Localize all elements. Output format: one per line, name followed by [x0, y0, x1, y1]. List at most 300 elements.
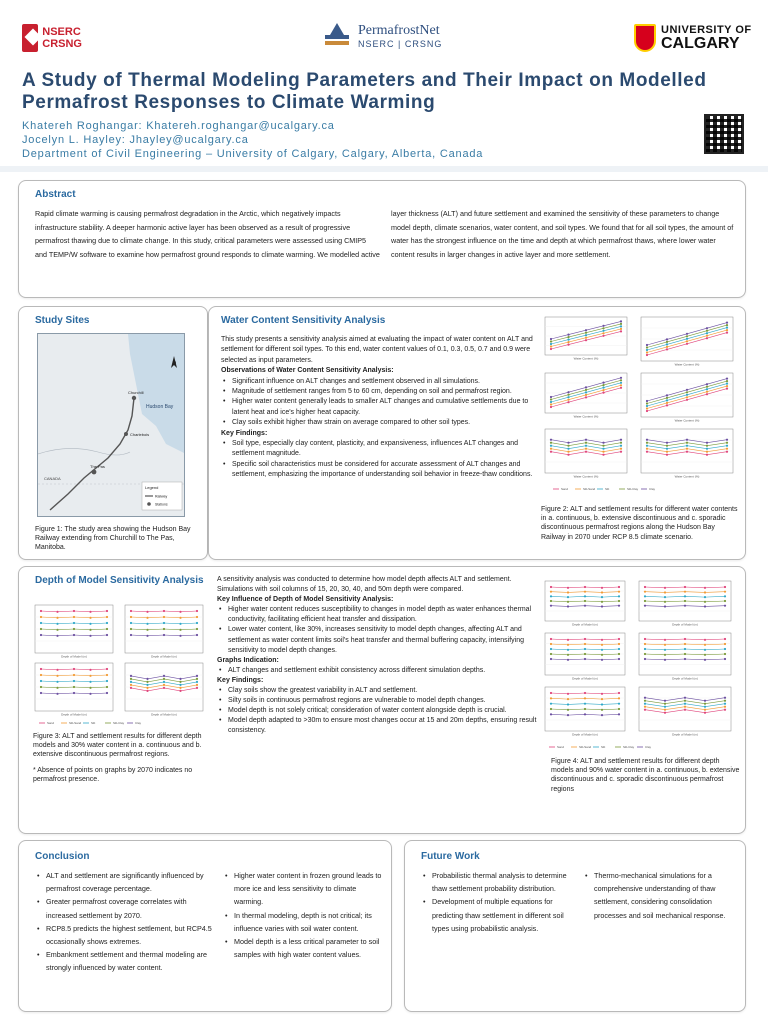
abstract-heading: Abstract [35, 189, 76, 200]
data-point [550, 586, 552, 588]
study-sites-heading: Study Sites [35, 315, 90, 326]
list-item: • Higher water content generally leads to smaller ALT changes and cumulative settlements due to latent heat and ice's higher heat capacity. [221, 397, 533, 418]
data-point [146, 629, 148, 631]
axis-label: Depth of Model (m) [151, 712, 177, 717]
data-point [550, 348, 552, 350]
conclusion-card [18, 840, 392, 1012]
data-point [584, 591, 586, 593]
axis-label: Water Content (%) [674, 362, 700, 367]
legend-label: Silt [605, 487, 610, 491]
depth-key-list [217, 686, 537, 736]
list-item: • Probabilistic thermal analysis to determine thaw settlement probability distribution. [421, 869, 577, 895]
data-point [73, 674, 75, 676]
depth-sensitivity-card [18, 566, 746, 834]
data-point [40, 622, 42, 624]
data-point [56, 693, 58, 695]
data-point [567, 709, 569, 711]
data-point [602, 325, 604, 327]
data-point [567, 654, 569, 656]
data-point [73, 628, 75, 630]
data-point [585, 339, 587, 341]
figure3-note: * Absence of points on graphs by 2070 indicates no permafrost presence. [33, 766, 193, 783]
data-point [644, 586, 646, 588]
data-point [550, 638, 552, 640]
data-point [146, 635, 148, 637]
data-point [726, 378, 728, 380]
data-point [684, 586, 686, 588]
data-point [684, 653, 686, 655]
data-point [40, 680, 42, 682]
data-point [163, 684, 165, 686]
data-point [550, 595, 552, 597]
list-item: • Significant influence on ALT changes and settlement observed in all simulations. [221, 377, 533, 387]
data-point [56, 623, 58, 625]
data-point [585, 329, 587, 331]
data-point [602, 392, 604, 394]
data-point [664, 712, 666, 714]
data-point [618, 605, 620, 607]
axis-label: Depth of Model (m) [61, 712, 87, 717]
data-point [146, 623, 148, 625]
data-point [584, 713, 586, 715]
data-point [567, 401, 569, 403]
data-point [726, 388, 728, 390]
data-point [585, 391, 587, 393]
data-point [644, 638, 646, 640]
data-point [686, 343, 688, 345]
data-point [644, 709, 646, 711]
data-point [726, 327, 728, 329]
data-point [726, 451, 728, 453]
data-point [146, 617, 148, 619]
list-item: • Specific soil characteristics must be considered for accurate assessment of ALT changes and settlement, emphasizing the importance of understanding soil behavior in freeze-thaw conditions. [221, 460, 533, 481]
data-point [704, 700, 706, 702]
data-point [601, 596, 603, 598]
data-point [550, 396, 552, 398]
data-point [706, 454, 708, 456]
data-point [89, 635, 91, 637]
data-point [550, 401, 552, 403]
data-point [602, 330, 604, 332]
list-item: • Silty soils in continuous permafrost regions are vulnerable to model depth changes. [217, 696, 537, 706]
data-point [620, 439, 622, 441]
water-key-heading: Key Findings: [221, 429, 268, 437]
data-point [686, 391, 688, 393]
axis-label: Depth of Model (m) [672, 732, 698, 737]
data-point [550, 406, 552, 408]
data-point [130, 687, 132, 689]
data-point [196, 622, 198, 624]
future-work-card [404, 840, 746, 1012]
data-point [686, 396, 688, 398]
data-point [686, 333, 688, 335]
abstract-col1: Rapid climate warming is causing permafrost degradation in the Arctic, which negatively impacts infrastructure stability. A deeper harmonic active layer has been observed as a result of progressive permafrost thawing due to climate change. In this study, critical parameters were assessed using CMIP5 and TEMP/W software to examine how permafrost ground responds to climate warming. We modelled active [35, 209, 380, 259]
data-point [646, 402, 648, 404]
data-point [601, 693, 603, 695]
list-item: • Higher water content reduces susceptibility to changes in model depth as water enhances thermal conductivity, facilitating efficient heat transfer and dissipation. [217, 605, 537, 625]
data-point [644, 648, 646, 650]
data-point [40, 610, 42, 612]
data-point [618, 586, 620, 588]
data-point [130, 681, 132, 683]
data-point [706, 448, 708, 450]
data-point [163, 634, 165, 636]
data-point [550, 605, 552, 607]
axis-label: Depth of Model (m) [61, 654, 87, 659]
data-point [646, 405, 648, 407]
data-point [567, 714, 569, 716]
data-point [686, 439, 688, 441]
data-point [550, 643, 552, 645]
water-obs-heading: Observations of Water Content Sensitivity Analysis: [221, 367, 394, 375]
data-point [567, 336, 569, 338]
data-point [585, 442, 587, 444]
data-point [585, 389, 587, 391]
nserc-logo-line2: CRSNG [42, 38, 82, 50]
data-point [567, 601, 569, 603]
legend-label: Sand [557, 745, 565, 749]
legend-label: Silt-Sand [579, 745, 592, 749]
legend-label: Silt-Clay [623, 745, 635, 749]
data-point [550, 600, 552, 602]
data-point [666, 348, 668, 350]
data-point [567, 454, 569, 456]
data-point [666, 343, 668, 345]
data-point [666, 451, 668, 453]
data-point [704, 659, 706, 661]
data-point [618, 692, 620, 694]
axis-label: Depth of Model (m) [572, 676, 598, 681]
data-point [73, 680, 75, 682]
list-item: • Soil type, especially clay content, plasticity, and expansiveness, influences ALT changes and settlement magnitude. [221, 439, 533, 460]
data-point [106, 622, 108, 624]
data-point [704, 591, 706, 593]
data-point [567, 399, 569, 401]
axis-label: Depth of Model (m) [572, 732, 598, 737]
data-point [585, 394, 587, 396]
data-point [567, 693, 569, 695]
list-item: • Clay soils show the greatest variability in ALT and settlement. [217, 686, 537, 696]
data-point [618, 600, 620, 602]
data-point [704, 712, 706, 714]
data-point [618, 713, 620, 715]
data-point [618, 638, 620, 640]
data-point [584, 658, 586, 660]
depth-intro: A sensitivity analysis was conducted to determine how model depth affects ALT and settlement. Simulations with soil columns of 15, 20, 30, 40, and 50m depth were compared. [217, 576, 512, 594]
data-point [179, 690, 181, 692]
data-point [646, 400, 648, 402]
data-point [89, 681, 91, 683]
data-point [706, 442, 708, 444]
data-point [704, 706, 706, 708]
data-point [584, 697, 586, 699]
legend-label: Sand [47, 721, 55, 725]
water-key-list [221, 439, 533, 481]
data-point [89, 623, 91, 625]
data-point [618, 643, 620, 645]
data-point [550, 708, 552, 710]
data-point [686, 338, 688, 340]
list-item: • Lower water content, like 30%, increases sensitivity to model depth changes, affecting ALT and settlement as water content limits soil's heat transfer and thermal buffering capacity, intensifying sensitivity to model depth changes. [217, 625, 537, 655]
axis-label: Depth of Model (m) [572, 622, 598, 627]
legend-label: Clay [135, 721, 142, 725]
data-point [724, 709, 726, 711]
data-point [684, 600, 686, 602]
data-point [550, 445, 552, 447]
data-point [601, 591, 603, 593]
data-point [666, 442, 668, 444]
qr-code-icon[interactable] [704, 114, 744, 154]
data-point [646, 439, 648, 441]
data-point [620, 377, 622, 379]
list-item: • Model depth is not solely critical; consideration of water content alongside depth is crucial. [217, 706, 537, 716]
author-line-2: Jocelyn L. Hayley: Jhayley@ucalgary.ca [22, 134, 249, 146]
data-point [163, 628, 165, 630]
data-point [684, 638, 686, 640]
data-point [567, 596, 569, 598]
figure2-graphs [537, 311, 739, 503]
depth-heading: Depth of Model Sensitivity Analysis [35, 575, 204, 586]
data-point [130, 628, 132, 630]
data-point [163, 610, 165, 612]
data-point [567, 639, 569, 641]
data-point [106, 628, 108, 630]
data-point [618, 595, 620, 597]
data-point [706, 451, 708, 453]
data-point [567, 644, 569, 646]
data-point [644, 643, 646, 645]
nserc-logo-line1: NSERC [42, 26, 81, 38]
data-point [646, 349, 648, 351]
data-point [620, 320, 622, 322]
data-point [666, 397, 668, 399]
map-label-churchill: Churchill [128, 390, 144, 395]
data-point [40, 628, 42, 630]
data-point [602, 454, 604, 456]
data-point [567, 394, 569, 396]
data-point [601, 649, 603, 651]
data-point [644, 697, 646, 699]
data-point [584, 643, 586, 645]
data-point [56, 629, 58, 631]
data-point [73, 622, 75, 624]
data-point [664, 639, 666, 641]
data-point [644, 706, 646, 708]
data-point [666, 338, 668, 340]
data-point [179, 623, 181, 625]
data-point [601, 659, 603, 661]
data-point [130, 616, 132, 618]
data-point [724, 605, 726, 607]
permafrostnet-logo [322, 18, 442, 54]
data-point [724, 600, 726, 602]
data-point [146, 687, 148, 689]
data-point [601, 644, 603, 646]
map-label-the-pas: The Pas [90, 464, 105, 469]
data-point [644, 605, 646, 607]
legend-label: Silt-Sand [69, 721, 82, 725]
data-point [89, 693, 91, 695]
data-point [130, 684, 132, 686]
data-point [602, 389, 604, 391]
data-point [724, 591, 726, 593]
depth-graphs-list [217, 666, 537, 676]
data-point [585, 332, 587, 334]
data-point [704, 709, 706, 711]
data-point [724, 586, 726, 588]
abstract-col2: layer thickness (ALT) and future settlement and examined the sensitivity of these parameters to change model depth, climate scenarios, water content, and soil types. We found that for all soil types, the amount of water has the strongest influence on the time and depth at which permafrost thaws, where lower water content results in larger changes in active layer and more settlement. [391, 209, 734, 259]
data-point [567, 605, 569, 607]
list-item: • Magnitude of settlement ranges from 5 to 60 cm, depending on soil and permafrost region. [221, 387, 533, 397]
data-point [646, 351, 648, 353]
data-point [706, 386, 708, 388]
data-point [724, 595, 726, 597]
data-point [724, 703, 726, 705]
data-point [56, 635, 58, 637]
data-point [664, 644, 666, 646]
data-point [73, 616, 75, 618]
data-point [726, 383, 728, 385]
water-obs-list [221, 377, 533, 429]
data-point [196, 610, 198, 612]
data-point [73, 610, 75, 612]
data-point [602, 387, 604, 389]
list-item: • RCP8.5 predicts the highest settlement, but RCP4.5 occasionally shows extremes. [35, 922, 215, 948]
future-list-2 [583, 869, 737, 922]
data-point [40, 686, 42, 688]
depth-text [217, 575, 537, 737]
data-point [567, 587, 569, 589]
data-point [567, 703, 569, 705]
data-point [130, 634, 132, 636]
data-point [56, 687, 58, 689]
data-point [686, 448, 688, 450]
header-divider [0, 166, 768, 172]
data-point [726, 445, 728, 447]
data-point [618, 653, 620, 655]
data-point [706, 330, 708, 332]
data-point [146, 681, 148, 683]
data-point [684, 648, 686, 650]
data-point [602, 384, 604, 386]
data-point [601, 709, 603, 711]
data-point [601, 714, 603, 716]
data-point [664, 587, 666, 589]
data-point [73, 686, 75, 688]
data-point [584, 638, 586, 640]
data-point [585, 337, 587, 339]
data-point [724, 653, 726, 655]
data-point [644, 591, 646, 593]
map-label-hudson-bay: Hudson Bay [146, 404, 174, 410]
data-point [646, 407, 648, 409]
data-point [724, 706, 726, 708]
data-point [602, 382, 604, 384]
figure3-graphs [29, 601, 209, 727]
data-point [620, 323, 622, 325]
data-point [567, 344, 569, 346]
data-point [89, 687, 91, 689]
data-point [567, 448, 569, 450]
map-legend-title: Legend [145, 485, 159, 490]
data-point [620, 382, 622, 384]
map-graphic [38, 334, 185, 517]
data-point [686, 442, 688, 444]
data-point [584, 648, 586, 650]
data-point [724, 643, 726, 645]
data-point [550, 343, 552, 345]
data-point [620, 442, 622, 444]
figure1-caption: Figure 1: The study area showing the Hudson Bay Railway extending from Churchill to The Pas, Manitoba. [35, 526, 191, 552]
list-item: • Clay soils exhibit higher thaw strain on average compared to other soil types. [221, 418, 533, 428]
data-point [585, 445, 587, 447]
data-point [706, 335, 708, 337]
data-point [179, 681, 181, 683]
data-point [706, 445, 708, 447]
data-point [106, 634, 108, 636]
data-point [163, 678, 165, 680]
data-point [550, 442, 552, 444]
data-point [89, 617, 91, 619]
study-area-map [37, 333, 185, 517]
data-point [664, 591, 666, 593]
data-point [179, 629, 181, 631]
data-point [666, 404, 668, 406]
data-point [684, 658, 686, 660]
data-point [664, 706, 666, 708]
data-point [567, 659, 569, 661]
future-list-1 [421, 869, 577, 935]
data-point [726, 322, 728, 324]
data-point [666, 341, 668, 343]
data-point [666, 445, 668, 447]
water-content-text [221, 335, 533, 481]
figure4-graphs [539, 577, 739, 753]
data-point [146, 611, 148, 613]
data-point [567, 396, 569, 398]
data-point [664, 703, 666, 705]
data-point [684, 703, 686, 705]
data-point [620, 328, 622, 330]
data-point [666, 346, 668, 348]
data-point [684, 706, 686, 708]
data-point [567, 339, 569, 341]
data-point [40, 616, 42, 618]
data-point [550, 658, 552, 660]
data-point [56, 675, 58, 677]
data-point [106, 610, 108, 612]
data-point [106, 668, 108, 670]
data-point [686, 340, 688, 342]
data-point [601, 654, 603, 656]
data-point [40, 674, 42, 676]
data-point [567, 341, 569, 343]
data-point [106, 674, 108, 676]
data-point [726, 448, 728, 450]
data-point [567, 591, 569, 593]
data-point [196, 684, 198, 686]
data-point [196, 678, 198, 680]
axis-label: Water Content (%) [573, 356, 599, 361]
water-content-card [208, 306, 746, 560]
permafrostnet-name: PermafrostNet [358, 23, 440, 38]
station-charlebois [124, 432, 128, 436]
data-point [620, 387, 622, 389]
data-point [601, 605, 603, 607]
data-point [646, 354, 648, 356]
data-point [706, 391, 708, 393]
data-point [602, 327, 604, 329]
